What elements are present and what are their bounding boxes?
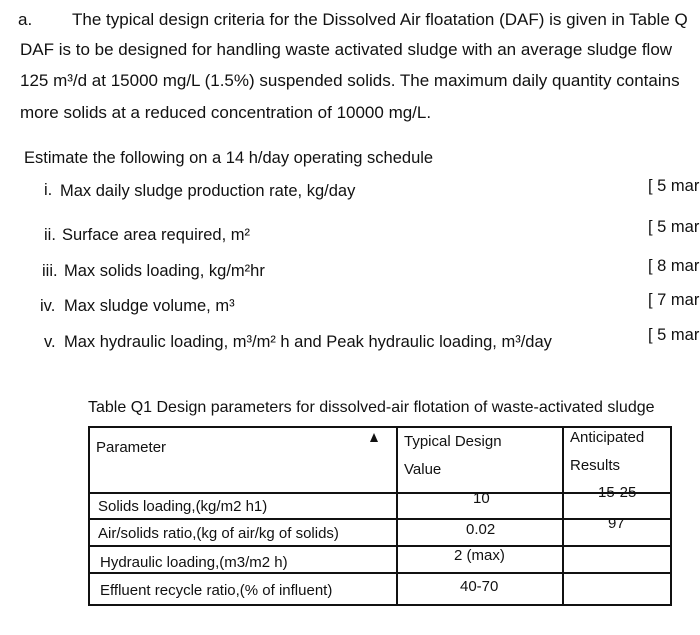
task-heading: Estimate the following on a 14 h/day operating schedule: [24, 149, 434, 167]
table-cell-anticipated: 97: [608, 515, 625, 532]
question-label: a.: [18, 10, 33, 29]
table-column-divider: [396, 426, 398, 606]
table-header-anticipated-line2: Results: [570, 457, 621, 474]
intro-line-3: 125 m³/d at 15000 mg/L (1.5%) suspended solids. The maximum daily quantity contains: [20, 71, 680, 90]
table-header-typical-line1: Typical Design: [404, 433, 502, 450]
task-item-text: Max sludge volume, m³: [64, 297, 235, 315]
table-row-divider: [88, 492, 672, 494]
table-cell-parameter: Effluent recycle ratio,(% of influent): [100, 582, 333, 599]
table-cell-typical: 10: [473, 490, 490, 507]
task-item-number: ii.: [44, 226, 56, 244]
table-cell-parameter: Solids loading,(kg/m2 h1): [98, 498, 268, 515]
table-border-left: [88, 426, 90, 606]
table-row-divider: [88, 518, 672, 520]
table-header-parameter: Parameter: [96, 439, 167, 456]
table-cell-typical: 2 (max): [454, 547, 505, 564]
task-item-marks: [ 5 mar: [648, 326, 700, 344]
intro-line-4: more solids at a reduced concentration of 10000 mg/L.: [20, 103, 432, 122]
table-column-divider: [562, 426, 564, 606]
table-cell-typical: 0.02: [466, 521, 496, 538]
task-item-number: iv.: [40, 297, 56, 315]
task-item-text: Max daily sludge production rate, kg/day: [60, 182, 356, 200]
mouse-pointer-icon: [370, 433, 378, 442]
task-item-number: i.: [44, 181, 53, 199]
task-item-text: Max solids loading, kg/m²hr: [64, 262, 265, 280]
table-row-divider: [88, 572, 672, 574]
task-item-marks: [ 7 mar: [648, 291, 700, 309]
table-cell-anticipated: 15-25: [598, 484, 637, 501]
task-item-marks: [ 5 mar: [648, 218, 700, 236]
task-item-number: v.: [44, 333, 56, 351]
task-item-number: iii.: [42, 262, 58, 280]
table-cell-parameter: Air/solids ratio,(kg of air/kg of solids): [98, 525, 339, 542]
task-item-marks: [ 8 mar: [648, 257, 700, 275]
table-header-typical-line2: Value: [404, 461, 442, 478]
table-header-anticipated-line1: Anticipated: [570, 429, 645, 446]
table-border-right: [670, 426, 672, 606]
table-cell-parameter: Hydraulic loading,(m3/m2 h): [100, 554, 288, 571]
table-caption: Table Q1 Design parameters for dissolved-air flotation of waste-activated sludge: [88, 399, 655, 416]
table-row-divider: [88, 545, 672, 547]
task-item-text: Max hydraulic loading, m³/m² h and Peak hydraulic loading, m³/day: [64, 333, 552, 351]
table-cell-typical: 40-70: [460, 578, 499, 595]
task-item-marks: [ 5 mar: [648, 177, 700, 195]
intro-line-2: DAF is to be designed for handling waste activated sludge with an average sludge flow: [20, 40, 673, 59]
table-border-bottom: [88, 604, 672, 606]
task-item-text: Surface area required, m²: [62, 226, 251, 244]
intro-line-1: The typical design criteria for the Dissolved Air floatation (DAF) is given in Table Q: [72, 10, 688, 29]
